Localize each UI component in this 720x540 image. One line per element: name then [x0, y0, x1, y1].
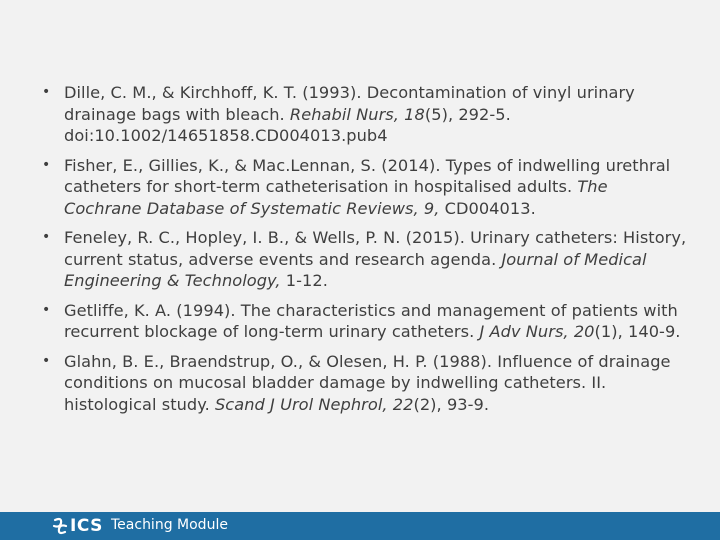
- reference-item: • Getliffe, K. A. (1994). The characteristics and management of patients with recurrent blockage of long-term urinary catheters. J Adv Nurs, 20(1), 140-9.: [42, 300, 681, 341]
- ics-logo: [52, 515, 103, 537]
- bullet: •: [42, 229, 51, 245]
- bullet: •: [42, 156, 51, 173]
- reference-list: [38, 82, 688, 423]
- reference-item: • Glahn, B. E., Braendstrup, O., & Olesen, H. P. (1988). Influence of drainage conditions on mucosal bladder damage by indwelling catheters. II. histological study. Scand J Urol Nephrol, 22(2), 93-9.: [42, 351, 671, 414]
- bullet: •: [42, 301, 51, 318]
- footer-bar: [0, 512, 720, 540]
- logo-text: ICS: [70, 516, 103, 536]
- reference-item: • Feneley, R. C., Hopley, I. B., & Wells, P. N. (2015). Urinary catheters: History, current status, adverse events and research agenda. Journal of Medical Engineering & Technology, 1-12.: [42, 228, 687, 290]
- reference-item: • Fisher, E., Gillies, K., & Mac.Lennan, S. (2014). Types of indwelling urethral catheters for short-term catheterisation in hospitalised adults. The Cochrane Database of Systematic Reviews, 9, CD004013.: [42, 155, 671, 218]
- bullet: •: [42, 352, 51, 369]
- reference-item: • Dille, C. M., & Kirchhoff, K. T. (1993). Decontamination of vinyl urinary drainage bags with bleach. Rehabil Nurs, 18(5), 292-5. doi:10.1002/14651858.CD004013.pub4: [42, 83, 635, 145]
- bullet: •: [42, 84, 51, 100]
- module-label: Teaching Module: [111, 517, 228, 533]
- ics-swirl-icon: [52, 517, 68, 535]
